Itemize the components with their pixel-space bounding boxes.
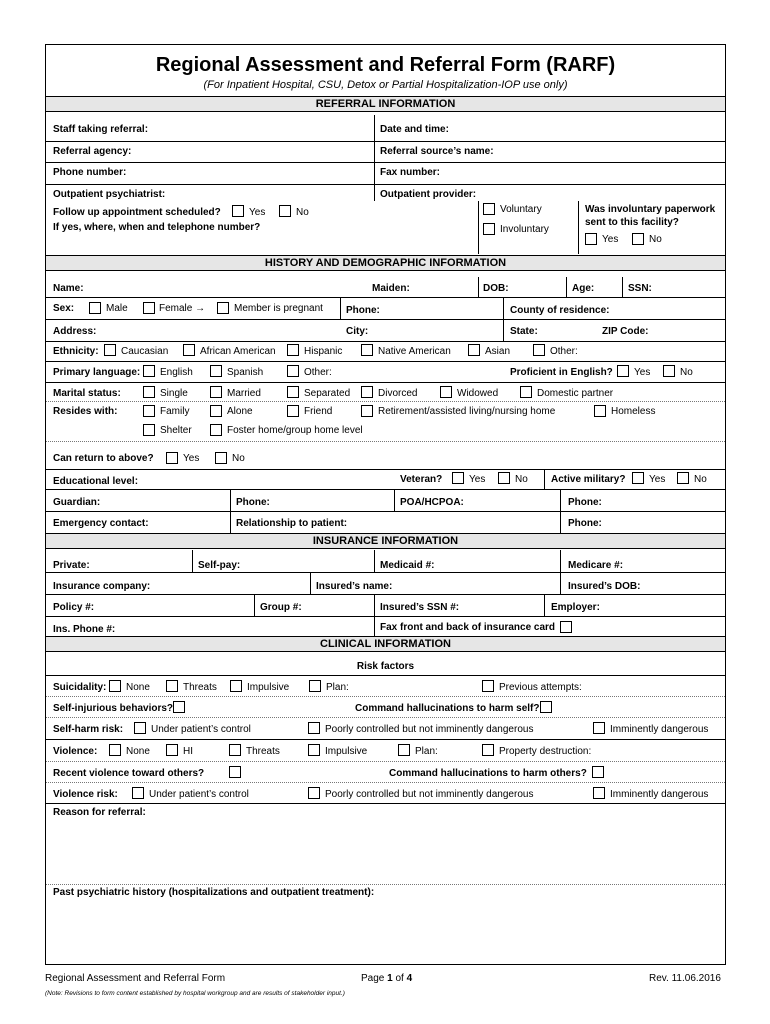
city-label: City: bbox=[346, 326, 369, 337]
section-referral-header: REFERRAL INFORMATION bbox=[46, 96, 725, 112]
caucasian-checkbox[interactable] bbox=[104, 344, 116, 356]
ethnicity-label: Ethnicity: bbox=[53, 346, 99, 357]
fax-card-label: Fax front and back of insurance card bbox=[380, 622, 556, 633]
english-label: English bbox=[160, 367, 193, 378]
ins-phone-label: Ins. Phone #: bbox=[53, 624, 116, 635]
reason-label: Reason for referral: bbox=[53, 807, 146, 818]
self-harm-poorly-label: Poorly controlled but not imminently dangerous bbox=[325, 724, 534, 735]
emergency-phone-label: Phone: bbox=[568, 518, 602, 529]
violence-threats-checkbox[interactable] bbox=[229, 744, 241, 756]
self-injurious-checkbox[interactable] bbox=[173, 701, 185, 713]
provider-label: Outpatient provider: bbox=[380, 189, 477, 200]
paperwork-question-2: sent to this facility? bbox=[585, 217, 679, 228]
english-checkbox[interactable] bbox=[143, 365, 155, 377]
poa-label: POA/HCPOA: bbox=[400, 497, 464, 508]
veteran-yes-label: Yes bbox=[469, 474, 486, 485]
violence-plan-checkbox[interactable] bbox=[398, 744, 410, 756]
military-no-label: No bbox=[694, 474, 707, 485]
followup-no-label: No bbox=[296, 207, 309, 218]
date-time-label: Date and time: bbox=[380, 124, 449, 135]
proficient-yes-label: Yes bbox=[634, 367, 651, 378]
domestic-partner-label: Domestic partner bbox=[537, 388, 614, 399]
guardian-phone-label: Phone: bbox=[236, 497, 270, 508]
proficient-no-checkbox[interactable] bbox=[663, 365, 675, 377]
involuntary-label: Involuntary bbox=[500, 224, 549, 235]
violence-imminent-checkbox[interactable] bbox=[593, 787, 605, 799]
proficient-no-label: No bbox=[680, 367, 693, 378]
proficient-yes-checkbox[interactable] bbox=[617, 365, 629, 377]
violence-plan-label: Plan: bbox=[415, 746, 438, 757]
caucasian-label: Caucasian bbox=[121, 346, 169, 357]
hispanic-checkbox[interactable] bbox=[287, 344, 299, 356]
violence-threats-label: Threats bbox=[246, 746, 280, 757]
friend-checkbox[interactable] bbox=[287, 405, 299, 417]
violence-poorly-checkbox[interactable] bbox=[308, 787, 320, 799]
self-harm-poorly-checkbox[interactable] bbox=[308, 722, 320, 734]
cmd-self-label: Command hallucinations to harm self? bbox=[355, 703, 540, 714]
paperwork-no-checkbox[interactable] bbox=[632, 233, 644, 245]
spanish-checkbox[interactable] bbox=[210, 365, 222, 377]
paperwork-no-label: No bbox=[649, 234, 662, 245]
shelter-label: Shelter bbox=[160, 425, 192, 436]
cmd-self-checkbox[interactable] bbox=[540, 701, 552, 713]
alone-checkbox[interactable] bbox=[210, 405, 222, 417]
suicidality-plan-label: Plan: bbox=[326, 682, 349, 693]
pregnant-label: Member is pregnant bbox=[234, 303, 323, 314]
page-of: of bbox=[392, 973, 407, 984]
past-history-label: Past psychiatric history (hospitalizations and outpatient treatment): bbox=[53, 887, 375, 898]
group-label: Group #: bbox=[260, 602, 302, 613]
alone-label: Alone bbox=[227, 406, 253, 417]
male-label: Male bbox=[106, 303, 128, 314]
single-label: Single bbox=[160, 388, 188, 399]
poa-phone-label: Phone: bbox=[568, 497, 602, 508]
hispanic-label: Hispanic bbox=[304, 346, 343, 357]
sex-phone-label: Phone: bbox=[346, 305, 380, 316]
violence-impulsive-checkbox[interactable] bbox=[308, 744, 320, 756]
violence-hi-label: HI bbox=[183, 746, 193, 757]
page-total: 4 bbox=[406, 973, 413, 984]
violence-label: Violence: bbox=[53, 746, 98, 757]
voluntary-checkbox[interactable] bbox=[483, 203, 495, 215]
divorced-label: Divorced bbox=[378, 388, 418, 399]
psychiatrist-label: Outpatient psychiatrist: bbox=[53, 189, 166, 200]
suicidality-threats-checkbox[interactable] bbox=[166, 680, 178, 692]
violence-imminent-label: Imminently dangerous bbox=[610, 789, 709, 800]
pregnant-checkbox[interactable] bbox=[217, 302, 229, 314]
resides-label: Resides with: bbox=[53, 406, 118, 417]
source-name-label: Referral source’s name: bbox=[380, 146, 494, 157]
self-harm-control-label: Under patient’s control bbox=[151, 724, 251, 735]
family-label: Family bbox=[160, 406, 190, 417]
suicidality-plan-checkbox[interactable] bbox=[309, 680, 321, 692]
military-yes-label: Yes bbox=[649, 474, 666, 485]
phone-label: Phone number: bbox=[53, 167, 127, 178]
previous-attempts-label: Previous attempts: bbox=[499, 682, 582, 693]
agency-label: Referral agency: bbox=[53, 146, 132, 157]
shelter-checkbox[interactable] bbox=[143, 424, 155, 436]
insured-dob-label: Insured’s DOB: bbox=[568, 581, 641, 592]
can-return-no-checkbox[interactable] bbox=[215, 452, 227, 464]
ssn-label: SSN: bbox=[628, 283, 652, 294]
divorced-checkbox[interactable] bbox=[361, 386, 373, 398]
family-checkbox[interactable] bbox=[143, 405, 155, 417]
self-harm-imminent-label: Imminently dangerous bbox=[610, 724, 709, 735]
section-history-header: HISTORY AND DEMOGRAPHIC INFORMATION bbox=[46, 255, 725, 271]
property-destruction-checkbox[interactable] bbox=[482, 744, 494, 756]
suicidality-label: Suicidality: bbox=[53, 682, 107, 693]
single-checkbox[interactable] bbox=[143, 386, 155, 398]
male-checkbox[interactable] bbox=[89, 302, 101, 314]
separated-label: Separated bbox=[304, 388, 351, 399]
medicaid-label: Medicaid #: bbox=[380, 560, 435, 571]
if-yes-label: If yes, where, when and telephone number? bbox=[53, 222, 261, 233]
active-military-label: Active military? bbox=[551, 474, 626, 485]
ethnicity-other-checkbox[interactable] bbox=[533, 344, 545, 356]
footer-revision: Rev. 11.06.2016 bbox=[649, 973, 721, 984]
cmd-others-checkbox[interactable] bbox=[592, 766, 604, 778]
foster-checkbox[interactable] bbox=[210, 424, 222, 436]
voluntary-label: Voluntary bbox=[500, 204, 542, 215]
military-no-checkbox[interactable] bbox=[677, 472, 689, 484]
veteran-no-label: No bbox=[515, 474, 528, 485]
followup-no-checkbox[interactable] bbox=[279, 205, 291, 217]
violence-impulsive-label: Impulsive bbox=[325, 746, 368, 757]
native-american-label: Native American bbox=[378, 346, 451, 357]
domestic-partner-checkbox[interactable] bbox=[520, 386, 532, 398]
veteran-label: Veteran? bbox=[400, 474, 443, 485]
ethnicity-other-label: Other: bbox=[550, 346, 578, 357]
self-harm-risk-label: Self-harm risk: bbox=[53, 724, 124, 735]
cmd-others-label: Command hallucinations to harm others? bbox=[389, 768, 587, 779]
fax-card-checkbox[interactable] bbox=[560, 621, 572, 633]
footer-form-name: Regional Assessment and Referral Form bbox=[45, 973, 226, 984]
age-label: Age: bbox=[572, 283, 595, 294]
native-american-checkbox[interactable] bbox=[361, 344, 373, 356]
female-checkbox[interactable] bbox=[143, 302, 155, 314]
widowed-checkbox[interactable] bbox=[440, 386, 452, 398]
proficient-label: Proficient in English? bbox=[510, 367, 613, 378]
previous-attempts-checkbox[interactable] bbox=[482, 680, 494, 692]
form-title: Regional Assessment and Referral Form (RARF) bbox=[155, 54, 616, 76]
violence-hi-checkbox[interactable] bbox=[166, 744, 178, 756]
asian-checkbox[interactable] bbox=[468, 344, 480, 356]
marital-label: Marital status: bbox=[53, 388, 121, 399]
separated-checkbox[interactable] bbox=[287, 386, 299, 398]
retirement-label: Retirement/assisted living/nursing home bbox=[378, 406, 556, 417]
can-return-yes-checkbox[interactable] bbox=[166, 452, 178, 464]
footer-note: (Note: Revisions to form content established by hospital workgroup and are results of stakeholder input.) bbox=[45, 990, 345, 997]
dob-label: DOB: bbox=[483, 283, 509, 294]
form-frame bbox=[45, 44, 726, 965]
self-harm-control-checkbox[interactable] bbox=[134, 722, 146, 734]
retirement-checkbox[interactable] bbox=[361, 405, 373, 417]
name-label: Name: bbox=[53, 283, 84, 294]
suicidality-impulsive-checkbox[interactable] bbox=[230, 680, 242, 692]
section-insurance-header: INSURANCE INFORMATION bbox=[46, 533, 725, 549]
recent-violence-checkbox[interactable] bbox=[229, 766, 241, 778]
violence-none-checkbox[interactable] bbox=[109, 744, 121, 756]
insurance-company-label: Insurance company: bbox=[53, 581, 151, 592]
homeless-checkbox[interactable] bbox=[594, 405, 606, 417]
private-label: Private: bbox=[53, 560, 90, 571]
can-return-yes-label: Yes bbox=[183, 453, 200, 464]
paperwork-question: Was involuntary paperwork bbox=[585, 204, 716, 215]
paperwork-yes-checkbox[interactable] bbox=[585, 233, 597, 245]
property-destruction-label: Property destruction: bbox=[499, 746, 592, 757]
education-label: Educational level: bbox=[53, 476, 139, 487]
paperwork-yes-label: Yes bbox=[602, 234, 619, 245]
veteran-no-checkbox[interactable] bbox=[498, 472, 510, 484]
language-other-label: Other: bbox=[304, 367, 332, 378]
self-pay-label: Self-pay: bbox=[198, 560, 241, 571]
suicidality-threats-label: Threats bbox=[183, 682, 217, 693]
foster-label: Foster home/group home level bbox=[227, 425, 363, 436]
page-current: 1 bbox=[387, 973, 393, 984]
zip-label: ZIP Code: bbox=[602, 326, 649, 337]
involuntary-checkbox[interactable] bbox=[483, 223, 495, 235]
relationship-label: Relationship to patient: bbox=[236, 518, 348, 529]
emergency-contact-label: Emergency contact: bbox=[53, 518, 149, 529]
insured-ssn-label: Insured’s SSN #: bbox=[380, 602, 460, 613]
self-harm-imminent-checkbox[interactable] bbox=[593, 722, 605, 734]
recent-violence-label: Recent violence toward others? bbox=[53, 768, 205, 779]
married-checkbox[interactable] bbox=[210, 386, 222, 398]
violence-control-label: Under patient’s control bbox=[149, 789, 249, 800]
section-clinical-header: CLINICAL INFORMATION bbox=[46, 636, 725, 652]
medicare-label: Medicare #: bbox=[568, 560, 624, 571]
married-label: Married bbox=[227, 388, 261, 399]
followup-yes-label: Yes bbox=[249, 207, 266, 218]
suicidality-impulsive-label: Impulsive bbox=[247, 682, 290, 693]
friend-label: Friend bbox=[304, 406, 333, 417]
suicidality-none-checkbox[interactable] bbox=[109, 680, 121, 692]
guardian-label: Guardian: bbox=[53, 497, 101, 508]
sex-label: Sex: bbox=[53, 303, 75, 314]
employer-label: Employer: bbox=[551, 602, 600, 613]
asian-label: Asian bbox=[485, 346, 511, 357]
can-return-no-label: No bbox=[232, 453, 245, 464]
page-prefix: Page bbox=[361, 973, 388, 984]
widowed-label: Widowed bbox=[457, 388, 499, 399]
staff-label: Staff taking referral: bbox=[53, 124, 149, 135]
homeless-label: Homeless bbox=[611, 406, 656, 417]
violence-control-checkbox[interactable] bbox=[132, 787, 144, 799]
followup-label: Follow up appointment scheduled? bbox=[53, 207, 221, 218]
violence-none-label: None bbox=[126, 746, 150, 757]
spanish-label: Spanish bbox=[227, 367, 264, 378]
maiden-label: Maiden: bbox=[372, 283, 410, 294]
african-american-checkbox[interactable] bbox=[183, 344, 195, 356]
military-yes-checkbox[interactable] bbox=[632, 472, 644, 484]
followup-yes-checkbox[interactable] bbox=[232, 205, 244, 217]
fax-label: Fax number: bbox=[380, 167, 441, 178]
violence-risk-label: Violence risk: bbox=[53, 789, 118, 800]
suicidality-none-label: None bbox=[126, 682, 150, 693]
african-american-label: African American bbox=[200, 346, 276, 357]
policy-label: Policy #: bbox=[53, 602, 95, 613]
can-return-label: Can return to above? bbox=[53, 453, 154, 464]
female-label: Female → bbox=[159, 303, 206, 314]
veteran-yes-checkbox[interactable] bbox=[452, 472, 464, 484]
self-injurious-label: Self-injurious behaviors? bbox=[53, 703, 174, 714]
violence-poorly-label: Poorly controlled but not imminently dangerous bbox=[325, 789, 534, 800]
language-other-checkbox[interactable] bbox=[287, 365, 299, 377]
form-subtitle: (For Inpatient Hospital, CSU, Detox or Partial Hospitalization-IOP use only) bbox=[203, 79, 568, 91]
address-label: Address: bbox=[53, 326, 97, 337]
risk-factors-heading: Risk factors bbox=[356, 661, 415, 672]
county-label: County of residence: bbox=[510, 305, 610, 316]
footer-page-number bbox=[361, 973, 412, 984]
insured-name-label: Insured’s name: bbox=[316, 581, 393, 592]
primary-language-label: Primary language: bbox=[53, 367, 141, 378]
state-label: State: bbox=[510, 326, 538, 337]
